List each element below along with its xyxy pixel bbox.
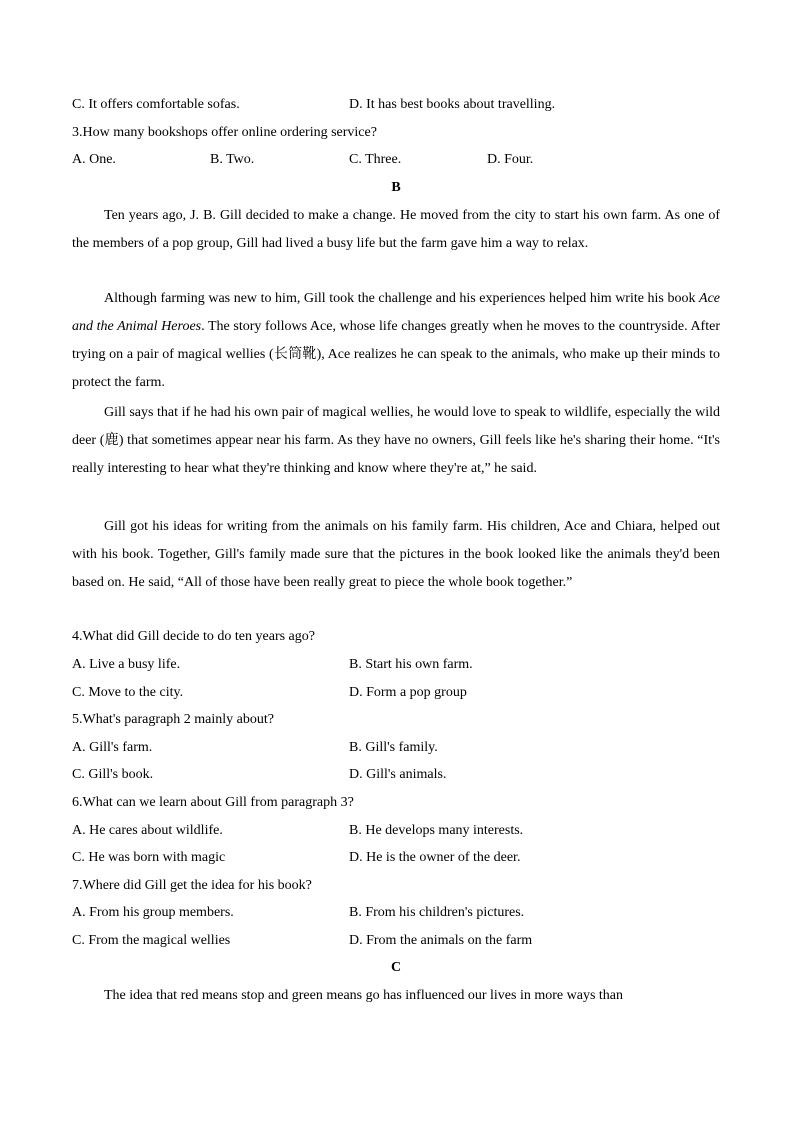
q2-options-row-2 xyxy=(72,91,720,119)
q4-options-row-2 xyxy=(72,679,720,707)
q4-option-b: B. Start his own farm. xyxy=(349,657,473,672)
q3-option-d: D. Four. xyxy=(487,152,534,167)
section-b-paragraph-2: Although farming was new to him, Gill took the challenge and his experiences helped him write his book Ace and the Animal Heroes. The story follows Ace, whose life changes greatly when he moves to the countryside. After trying on a pair of magical wellies (长筒靴), Ace realizes he can speak to the animals, who make up their minds to protect the farm. xyxy=(72,291,720,390)
section-b-paragraph-1: Ten years ago, J. B. Gill decided to make a change. He moved from the city to start his own farm. As one of the members of a pop group, Gill had lived a busy life but the farm gave him a way to relax. xyxy=(72,208,720,251)
q5-question: 5.What's paragraph 2 mainly about? xyxy=(72,712,274,727)
book-title: Ace and the Animal Heroes xyxy=(72,291,720,334)
q6-option-d: D. He is the owner of the deer. xyxy=(349,850,521,865)
q4-option-d: D. Form a pop group xyxy=(349,685,467,700)
q4-question: 4.What did Gill decide to do ten years ago? xyxy=(72,629,315,644)
q3-options-row xyxy=(72,146,720,174)
q2-option-c: C. It offers comfortable sofas. xyxy=(72,97,240,112)
q6-option-c: C. He was born with magic xyxy=(72,850,226,865)
q4-option-c: C. Move to the city. xyxy=(72,685,184,700)
q7-options-row-2 xyxy=(72,927,720,955)
section-c-heading: C xyxy=(390,960,402,975)
q7-options-row-1 xyxy=(72,899,720,927)
q7-option-d: D. From the animals on the farm xyxy=(349,933,533,948)
q6-options-row-2 xyxy=(72,844,720,872)
q5-option-a: A. Gill's farm. xyxy=(72,740,153,755)
q3-question: 3.How many bookshops offer online ordering service? xyxy=(72,125,377,140)
q5-option-b: B. Gill's family. xyxy=(349,740,438,755)
q2-option-d: D. It has best books about travelling. xyxy=(349,97,556,112)
section-b-paragraph-3: Gill says that if he had his own pair of magical wellies, he would love to speak to wildlife, especially the wild deer (鹿) that sometimes appear near his farm. As they have no owners, Gill feels like he's sharing their home. “It's really interesting to hear what they're thinking and know where they're at,” he said. xyxy=(72,405,720,476)
section-b-heading: B xyxy=(391,180,401,195)
q7-option-a: A. From his group members. xyxy=(72,905,234,920)
section-b-paragraph-4: Gill got his ideas for writing from the animals on his family farm. His children, Ace and Chiara, helped out with his book. Together, Gill's family made sure that the pictures in the book looked like the animals they'd been based on. He said, “All of those have been really great to piece the whole book together.” xyxy=(72,519,720,590)
q5-options-row-2 xyxy=(72,761,720,789)
q7-option-b: B. From his children's pictures. xyxy=(349,905,525,920)
q6-question: 6.What can we learn about Gill from paragraph 3? xyxy=(72,795,354,810)
q6-options-row-1 xyxy=(72,817,720,845)
q6-option-b: B. He develops many interests. xyxy=(349,823,524,838)
q3-option-a: A. One. xyxy=(72,152,116,167)
q5-option-c: C. Gill's book. xyxy=(72,767,154,782)
q3-option-c: C. Three. xyxy=(349,152,402,167)
q7-option-c: C. From the magical wellies xyxy=(72,933,231,948)
q4-option-a: A. Live a busy life. xyxy=(72,657,181,672)
q5-options-row-1 xyxy=(72,734,720,762)
q3-option-b: B. Two. xyxy=(210,152,255,167)
q5-option-d: D. Gill's animals. xyxy=(349,767,447,782)
q4-options-row-1 xyxy=(72,651,720,679)
q7-question: 7.Where did Gill get the idea for his book? xyxy=(72,878,312,893)
section-c-paragraph-1: The idea that red means stop and green means go has influenced our lives in more ways than xyxy=(104,988,624,1003)
q6-option-a: A. He cares about wildlife. xyxy=(72,823,223,838)
